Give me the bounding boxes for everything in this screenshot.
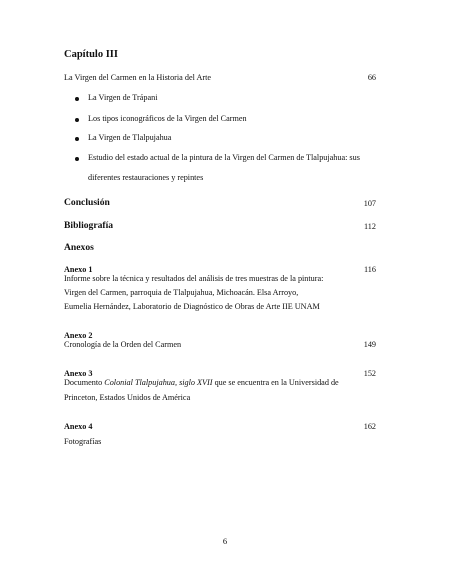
annex-3-line-suffix: que se encuentra en la Universidad de (212, 378, 339, 387)
bullet-icon (75, 157, 79, 161)
annex-3-line: Princeton, Estados Unidos de América (64, 393, 191, 402)
section-bibliography-page: 112 (364, 222, 376, 231)
annex-3-page: 152 (363, 369, 376, 378)
annex-2-line: Cronología de la Orden del Carmen (64, 340, 182, 349)
annex-2-page: 149 (363, 340, 376, 349)
section-conclusion-title: Conclusión (64, 197, 110, 208)
annex-1-line: Eumelia Hernández, Laboratorio de Diagnóstico de Obras de Arte IIE UNAM (64, 302, 320, 311)
annex-1-page: 116 (364, 265, 376, 274)
annex-3-line-prefix: Documento (64, 378, 105, 387)
annex-1-line: Virgen del Carmen, parroquia de Tlalpujahua, Michoacán. Elsa Arroyo, (64, 288, 299, 297)
annex-4-page: 162 (363, 422, 376, 431)
bullet-icon (75, 118, 79, 122)
bullet-item: Estudio del estado actual de la pintura de la Virgen del Carmen de Tlalpujahua: sus (88, 153, 360, 162)
bullet-item: Los tipos iconográficos de la Virgen del Carmen (88, 114, 247, 123)
annex-3-title: Anexo 3 (64, 369, 93, 378)
annex-1-line: Informe sobre la técnica y resultados del análisis de tres muestras de la pintura: (64, 274, 324, 283)
annex-4-line: Fotografías (64, 437, 102, 446)
bullet-item: La Virgen de Trápani (88, 93, 158, 102)
bullet-icon (75, 97, 79, 101)
bullet-icon (75, 137, 79, 141)
annex-3-line (64, 378, 339, 387)
chapter-entry-text: La Virgen del Carmen en la Historia del Arte (64, 73, 211, 82)
annex-2-title: Anexo 2 (64, 331, 93, 340)
bullet-item: La Virgen de Tlalpujahua (88, 133, 172, 142)
section-annexes-title: Anexos (64, 242, 94, 253)
annex-4-title: Anexo 4 (64, 422, 93, 431)
section-bibliography-title: Bibliografía (64, 220, 114, 231)
annex-1-title: Anexo 1 (64, 265, 93, 274)
chapter-entry-page: 66 (367, 73, 376, 82)
section-conclusion-page: 107 (363, 199, 376, 208)
chapter-title: Capítulo III (64, 49, 118, 60)
page-number: 6 (222, 536, 228, 546)
annex-3-document-title: Colonial Tlalpujahua, siglo XVII (104, 378, 213, 387)
bullet-item-continuation: diferentes restauraciones y repintes (88, 173, 204, 182)
